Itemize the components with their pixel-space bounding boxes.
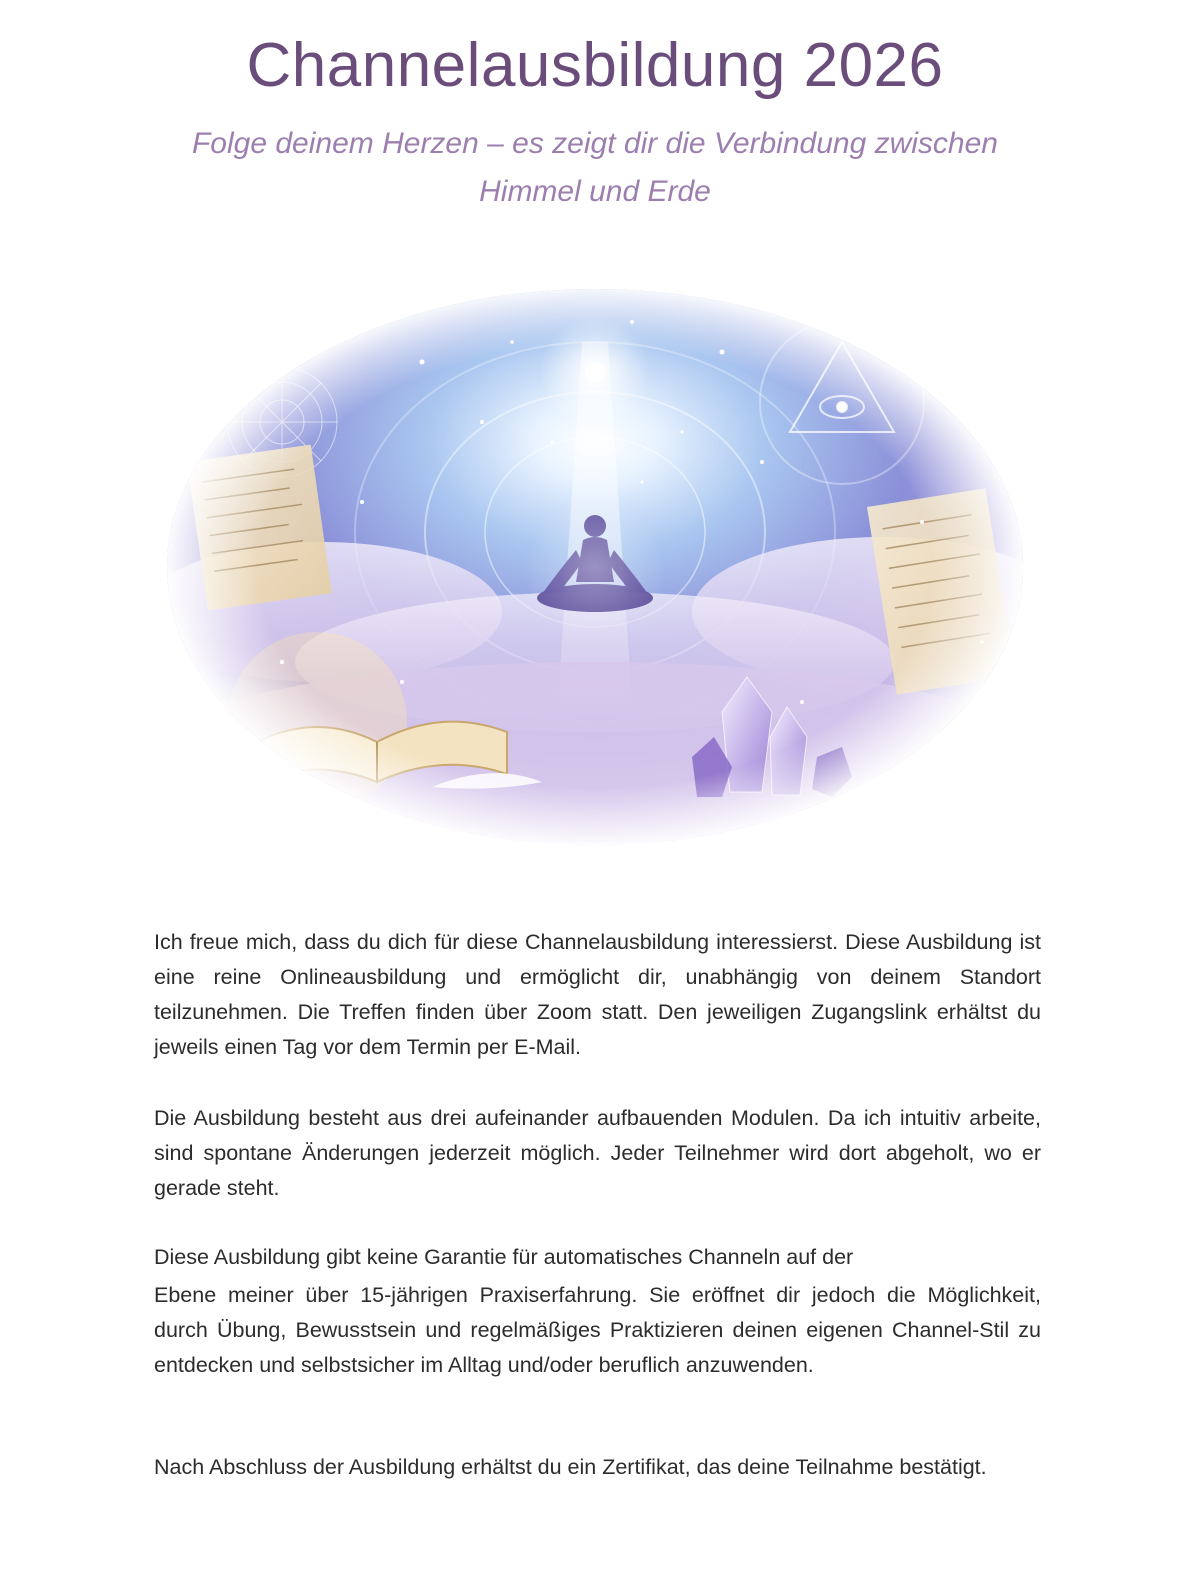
certificate-paragraph: Nach Abschluss der Ausbildung erhältst du ein Zertifikat, das deine Teilnahme bestätigt. xyxy=(154,1455,987,1479)
page-title: Channelausbildung 2026 xyxy=(246,31,944,100)
page-subtitle: Folge deinem Herzen – es zeigt dir die Verbindung zwischen Himmel und Erde xyxy=(191,127,998,208)
guarantee-paragraph-line-1: Diese Ausbildung gibt keine Garantie für automatisches Channeln auf der xyxy=(154,1245,854,1269)
hero-illustration xyxy=(162,282,1028,852)
meditation-cosmic-illustration-icon xyxy=(162,282,1028,852)
guarantee-paragraph-rest: Ebene meiner über 15-jährigen Praxiserfahrung. Sie eröffnet dir jedoch die Möglichkeit, durch Übung, Bewusstsein und regelmäßiges Praktizieren deinen eigenen Channel-Stil zu entdecken und selbstsicher im Alltag und/oder beruflich anzuwenden. xyxy=(154,1283,1041,1377)
modules-paragraph: Die Ausbildung besteht aus drei aufeinander aufbauenden Modulen. Da ich intuitiv arbeite, sind spontane Änderungen jederzeit möglich. Jeder Teilnehmer wird dort abgeholt, wo er gerade steht. xyxy=(154,1106,1041,1200)
intro-paragraph: Ich freue mich, dass du dich für diese Channelausbildung interessierst. Diese Ausbildung ist eine reine Onlineausbildung und ermöglicht dir, unabhängig von deinem Standort teilzunehmen. Die Treffen finden über Zoom statt. Den jeweiligen Zugangslink erhältst du jeweils einen Tag vor dem Termin per E-Mail. xyxy=(154,930,1041,1059)
